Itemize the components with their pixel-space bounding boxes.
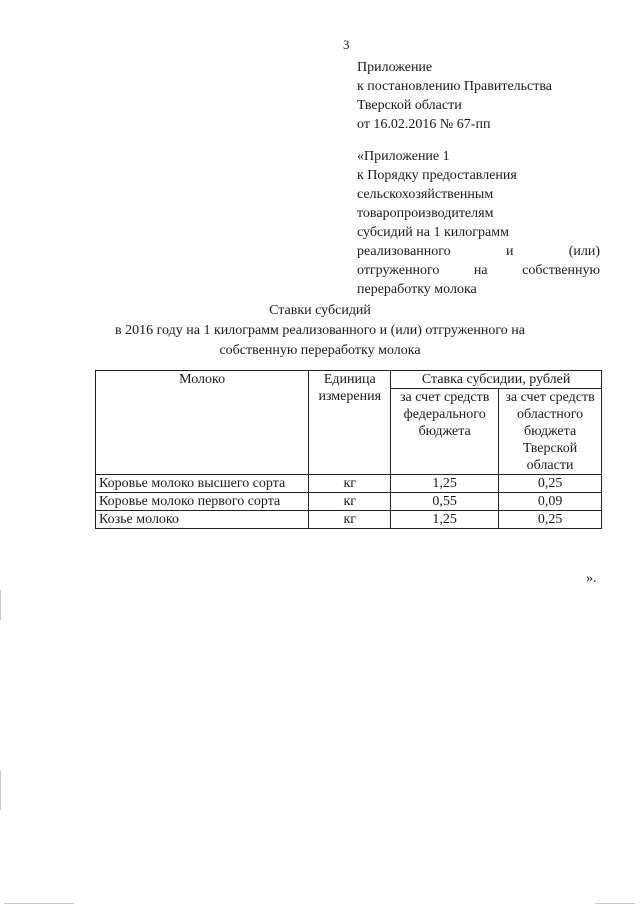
appendix-line: Приложение bbox=[357, 60, 433, 75]
subsidy-rates-table bbox=[95, 370, 602, 529]
order-word: отгруженного bbox=[357, 263, 440, 278]
order-line: к Порядку предоставления bbox=[357, 168, 517, 183]
table-row bbox=[96, 493, 602, 511]
appendix-header bbox=[357, 58, 597, 134]
table-row bbox=[96, 511, 602, 529]
order-word: реализованного bbox=[357, 244, 451, 259]
table-header-row bbox=[96, 371, 602, 389]
closing-quote: ». bbox=[586, 571, 597, 586]
document-title bbox=[90, 301, 550, 361]
order-line-justified bbox=[357, 242, 600, 261]
order-word: и bbox=[505, 244, 514, 259]
order-line: субсидий на 1 килограмм bbox=[357, 225, 509, 240]
cell-federal: 1,25 bbox=[391, 475, 499, 493]
title-line: Ставки субсидий bbox=[269, 303, 371, 318]
order-appendix-header bbox=[357, 147, 600, 299]
scan-edge-mark bbox=[4, 903, 74, 904]
header-rate: Ставка субсидии, рублей bbox=[391, 371, 602, 389]
cell-unit: кг bbox=[309, 511, 391, 529]
order-line: «Приложение 1 bbox=[357, 149, 450, 164]
page-number: 3 bbox=[343, 37, 350, 52]
header-unit: Единица измерения bbox=[309, 371, 391, 475]
cell-federal: 0,55 bbox=[391, 493, 499, 511]
appendix-line: Тверской области bbox=[357, 98, 462, 113]
cell-product: Коровье молоко высшего сорта bbox=[96, 475, 309, 493]
order-line-justified bbox=[357, 261, 600, 280]
cell-regional: 0,25 bbox=[499, 475, 602, 493]
order-line: сельскохозяйственным bbox=[357, 187, 494, 202]
cell-unit: кг bbox=[309, 493, 391, 511]
order-word: собственную bbox=[522, 263, 600, 278]
cell-unit: кг bbox=[309, 475, 391, 493]
scan-edge-mark bbox=[595, 903, 635, 904]
cell-federal: 1,25 bbox=[391, 511, 499, 529]
cell-product: Коровье молоко первого сорта bbox=[96, 493, 309, 511]
order-word: (или) bbox=[568, 244, 600, 259]
scan-edge-mark bbox=[0, 770, 1, 810]
title-line: собственную переработку молока bbox=[219, 343, 421, 358]
header-product: Молоко bbox=[96, 371, 309, 475]
appendix-line: к постановлению Правительства bbox=[357, 79, 553, 94]
title-line: в 2016 году на 1 килограмм реализованного и (или) отгруженного на bbox=[115, 323, 525, 338]
order-line: товаропроизводителям bbox=[357, 206, 494, 221]
scan-edge-mark bbox=[0, 590, 1, 620]
order-word: на bbox=[473, 263, 488, 278]
header-federal: за счет средств федерального бюджета bbox=[391, 389, 499, 475]
header-regional: за счет средств областного бюджета Тверской области bbox=[499, 389, 602, 475]
cell-regional: 0,25 bbox=[499, 511, 602, 529]
cell-product: Козье молоко bbox=[96, 511, 309, 529]
table-row bbox=[96, 475, 602, 493]
appendix-line: от 16.02.2016 № 67-пп bbox=[357, 117, 491, 132]
order-line: переработку молока bbox=[357, 282, 477, 297]
cell-regional: 0,09 bbox=[499, 493, 602, 511]
